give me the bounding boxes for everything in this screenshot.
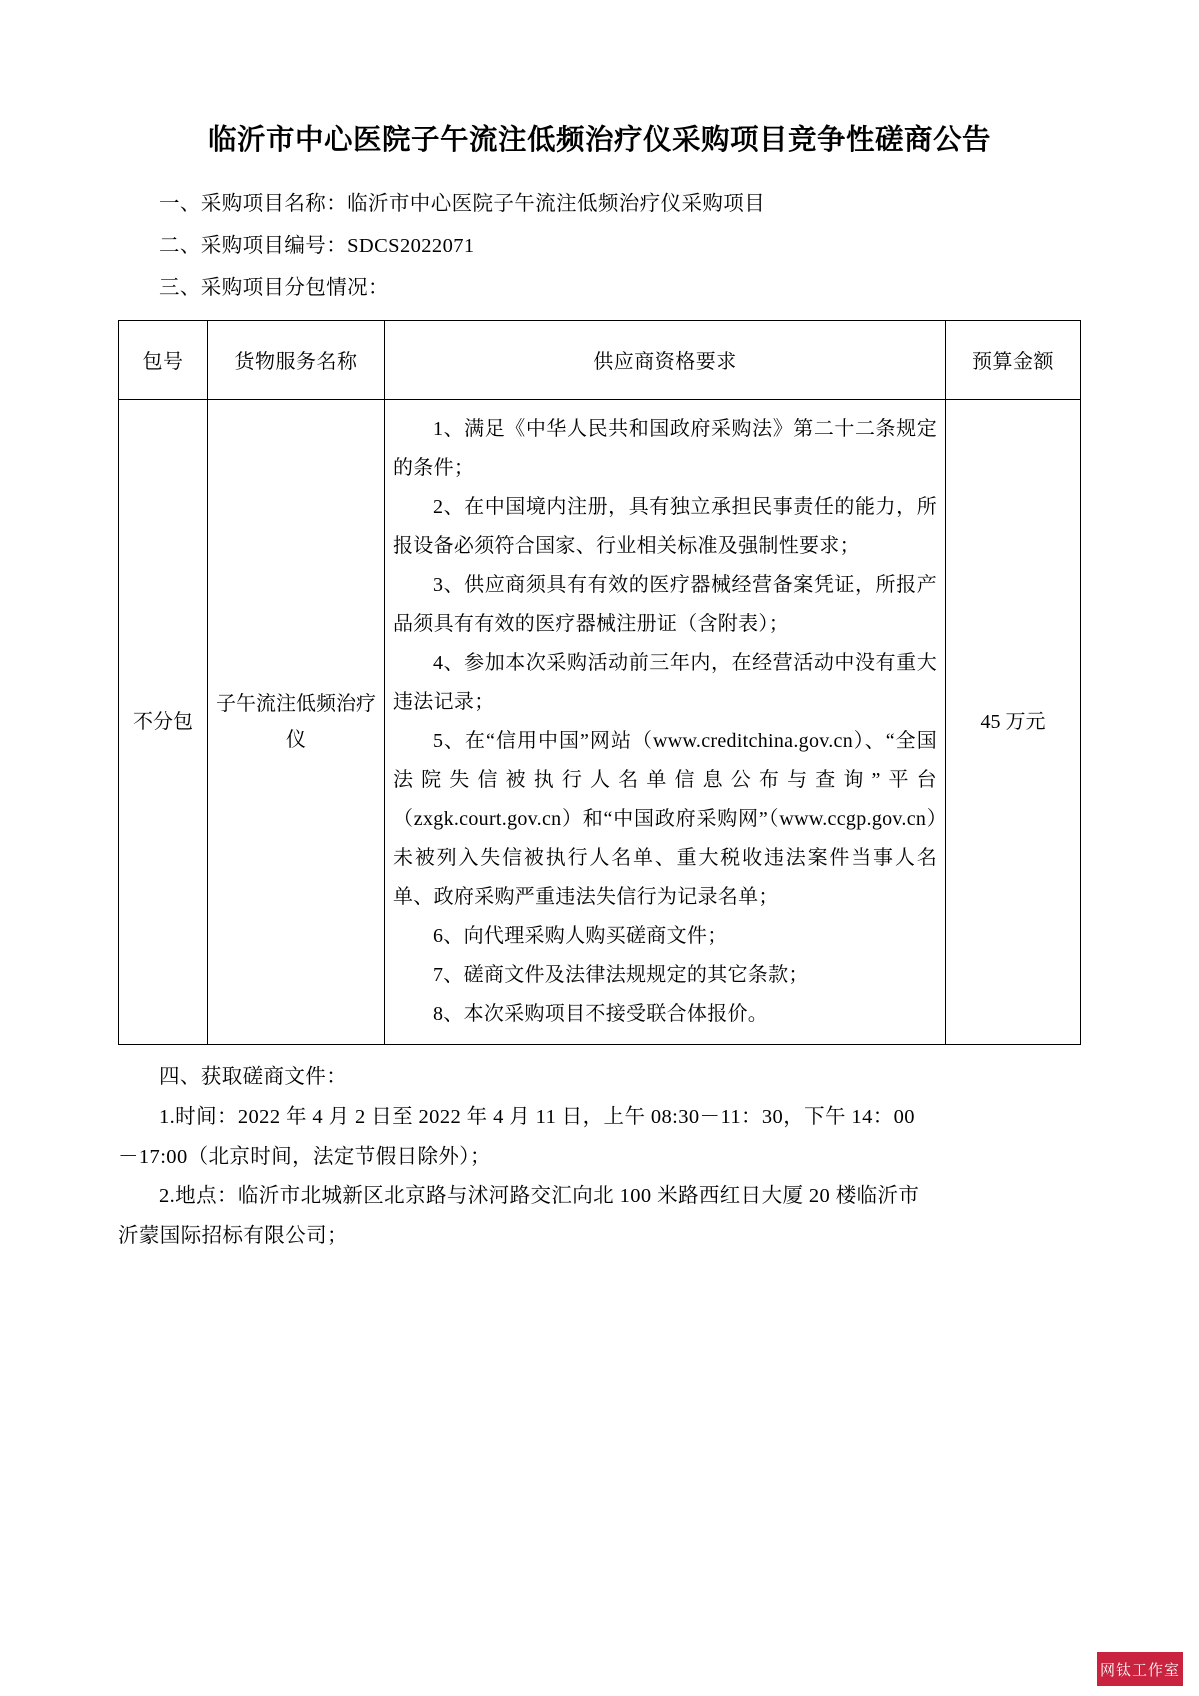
- requirement-item-7: 7、磋商文件及法律法规规定的其它条款；: [433, 963, 809, 986]
- section-package-info: 三、采购项目分包情况：: [159, 276, 389, 299]
- cell-budget: 45 万元: [946, 399, 1081, 1044]
- section-project-name: 一、采购项目名称：临沂市中心医院子午流注低频治疗仪采购项目: [159, 192, 766, 215]
- requirement-item-6: 6、向代理采购人购买磋商文件；: [433, 924, 728, 947]
- footer-sections: [118, 1059, 1081, 1257]
- get-documents-time-line-2: －17:00（北京时间，法定节假日除外）；: [118, 1145, 491, 1168]
- get-documents-place-line-2: 沂蒙国际招标有限公司；: [118, 1225, 348, 1248]
- section-project-code: 二、采购项目编号：SDCS2022071: [159, 234, 475, 257]
- table-row: [119, 399, 1081, 1044]
- package-table: [118, 320, 1081, 1045]
- requirement-item-1: 1、满足《中华人民共和国政府采购法》第二十二条规定的条件；: [393, 417, 937, 479]
- cell-goods-name: 子午流注低频治疗仪: [208, 399, 385, 1044]
- section-get-documents-heading: 四、获取磋商文件：: [159, 1065, 348, 1088]
- table-header-row: [119, 320, 1081, 399]
- cell-package-no: 不分包: [119, 399, 208, 1044]
- get-documents-place-line-1: 2.地点：临沂市北城新区北京路与沭河路交汇向北 100 米路西红日大厦 20 楼临沂市: [159, 1185, 920, 1208]
- requirement-item-5: 5、在“信用中国”网站（www.creditchina.gov.cn）、“全国法院失信被执行人名单信息公布与查询”平台（zxgk.court.gov.cn）和“中国政府采购网”（www.ccgp.gov.cn）未被列入失信被执行人名单、重大税收违法案件当事人名单、政府采购严重违法失信行为记录名单；: [393, 729, 937, 908]
- page-title: 临沂市中心医院子午流注低频治疗仪采购项目竞争性磋商公告: [207, 123, 991, 156]
- requirement-item-8: 8、本次采购项目不接受联合体报价。: [433, 1002, 769, 1025]
- table-header-package-no: 包号: [119, 320, 208, 399]
- cell-requirements: [385, 399, 946, 1044]
- watermark-badge: 网钛工作室: [1097, 1652, 1183, 1686]
- requirement-item-3: 3、供应商须具有有效的医疗器械经营备案凭证，所报产品须具有有效的医疗器械注册证（含附表）；: [393, 573, 937, 635]
- table-header-budget: 预算金额: [946, 320, 1081, 399]
- requirement-item-2: 2、在中国境内注册，具有独立承担民事责任的能力，所报设备必须符合国家、行业相关标准及强制性要求；: [393, 495, 937, 557]
- table-header-requirements: 供应商资格要求: [385, 320, 946, 399]
- get-documents-time-line-1: 1.时间：2022 年 4 月 2 日至 2022 年 4 月 11 日，上午 08:30－11：30，下午 14：00: [159, 1105, 915, 1128]
- requirement-item-4: 4、参加本次采购活动前三年内，在经营活动中没有重大违法记录；: [393, 651, 937, 713]
- table-header-goods-name: 货物服务名称: [208, 320, 385, 399]
